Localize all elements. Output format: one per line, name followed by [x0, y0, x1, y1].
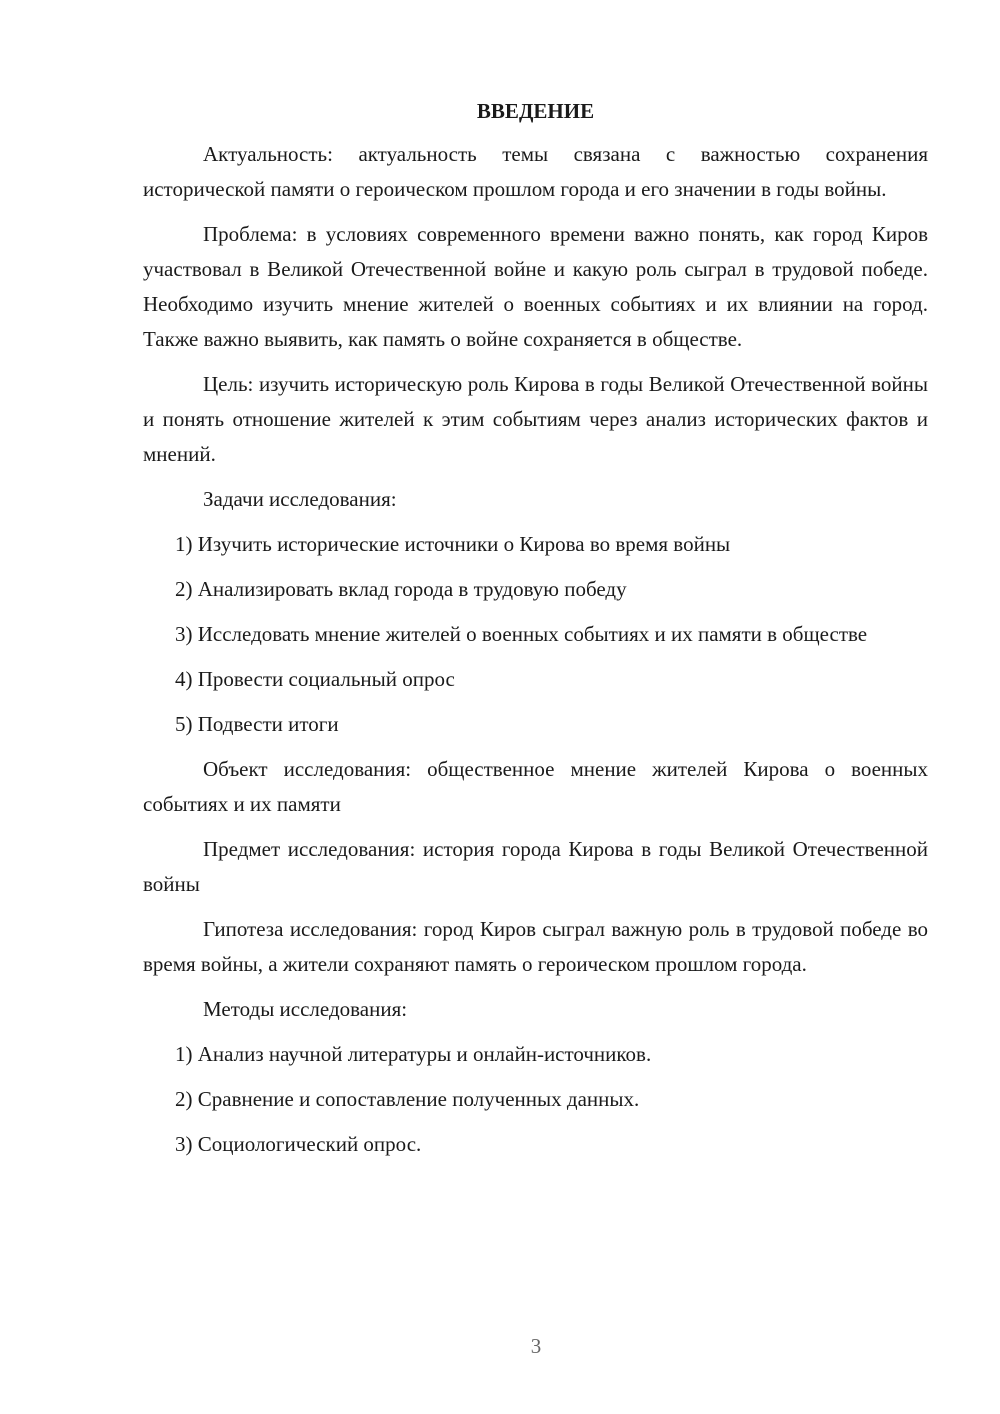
- document-page: [143, 96, 928, 1172]
- subject-paragraph: Предмет исследования: история города Кирова в годы Великой Отечественной войны: [143, 837, 928, 896]
- relevance-paragraph: Актуальность: актуальность темы связана с важностью сохранения исторической памяти о героическом прошлом города и его значении в годы войны.: [143, 142, 928, 201]
- task-item: 1) Изучить исторические источники о Кирова во время войны: [175, 532, 731, 556]
- hypothesis-paragraph: Гипотеза исследования: город Киров сыграл важную роль в трудовой победе во время войны, а жители сохраняют память о героическом прошлом города.: [143, 917, 928, 976]
- page-number: 3: [530, 1334, 542, 1358]
- object-paragraph: Объект исследования: общественное мнение жителей Кирова о военных событиях и их памяти: [143, 757, 928, 816]
- task-item: 4) Провести социальный опрос: [175, 667, 455, 691]
- problem-paragraph: Проблема: в условиях современного времени важно понять, как город Киров участвовал в Великой Отечественной войне и какую роль сыграл в трудовой победе. Необходимо изучить мнение жителей о военных событиях и их влиянии на город. Также важно выявить, как память о войне сохраняется в обществе.: [143, 222, 928, 351]
- task-item: 5) Подвести итоги: [175, 712, 339, 736]
- goal-paragraph: Цель: изучить историческую роль Кирова в годы Великой Отечественной войны и понять отношение жителей к этим событиям через анализ исторических фактов и мнений.: [143, 372, 928, 466]
- task-item: 3) Исследовать мнение жителей о военных событиях и их памяти в обществе: [175, 622, 868, 646]
- methods-heading: Методы исследования:: [203, 997, 408, 1021]
- method-item: 2) Сравнение и сопоставление полученных данных.: [175, 1087, 640, 1111]
- method-item: 1) Анализ научной литературы и онлайн-источников.: [175, 1042, 652, 1066]
- page-title: ВВЕДЕНИЕ: [476, 99, 595, 123]
- tasks-heading: Задачи исследования:: [203, 487, 397, 511]
- task-item: 2) Анализировать вклад города в трудовую победу: [175, 577, 627, 601]
- method-item: 3) Социологический опрос.: [175, 1132, 422, 1156]
